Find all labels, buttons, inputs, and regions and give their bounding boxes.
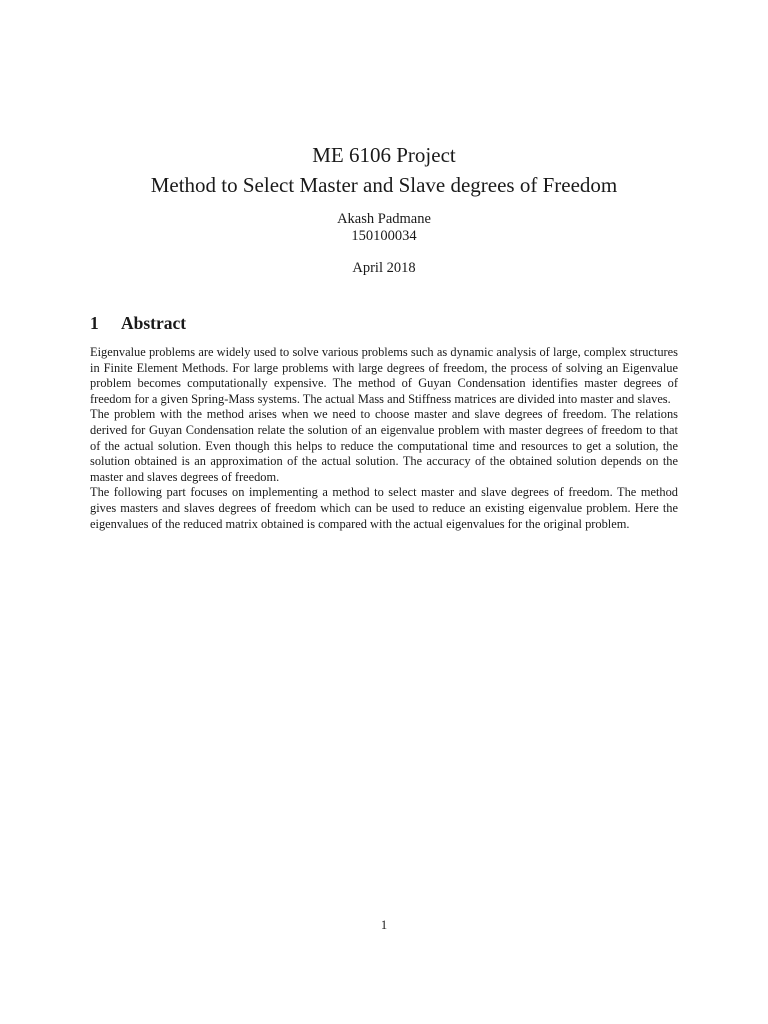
document-date: April 2018 [352,260,416,276]
author-block [0,211,768,245]
abstract-paragraph: The following part focuses on implementing a method to select master and slave degrees of freedom. The method gives masters and slaves degrees of freedom which can be used to reduce an existing eigenvalue problem. Here the eigenvalues of the reduced matrix obtained is compared with the actual eigenvalues for the original problem. [90,485,678,531]
section-number: 1 [90,313,99,333]
page-number: 1 [380,918,388,932]
abstract-paragraph: The problem with the method arises when we need to choose master and slave degrees of freedom. The relations derived for Guyan Condensation relate the solution of an eigenvalue problem with master degrees of freedom to that of the actual solution. Even though this helps to reduce the computational time and resources to get a solution, the solution obtained is an approximation of the actual solution. The accuracy of the obtained solution depends on the master and slaves degrees of freedom. [90,407,678,484]
author-roll-number: 150100034 [351,228,417,244]
title-block [0,140,768,200]
document-title: Method to Select Master and Slave degrees of Freedom [150,173,618,197]
abstract-paragraph: Eigenvalue problems are widely used to solve various problems such as dynamic analysis of large, complex structures in Finite Element Methods. For large problems with large degrees of freedom, the process of solving an Eigenvalue problem becomes computationally expensive. The method of Guyan Condensation identifies master degrees of freedom for a given Spring-Mass systems. The actual Mass and Stiffness matrices are divided into master and slaves. [90,345,678,406]
section-heading [90,312,186,334]
document-title-course: ME 6106 Project [312,143,456,167]
abstract-body [90,345,678,532]
section-title: Abstract [121,313,187,333]
author-name: Akash Padmane [337,211,431,227]
